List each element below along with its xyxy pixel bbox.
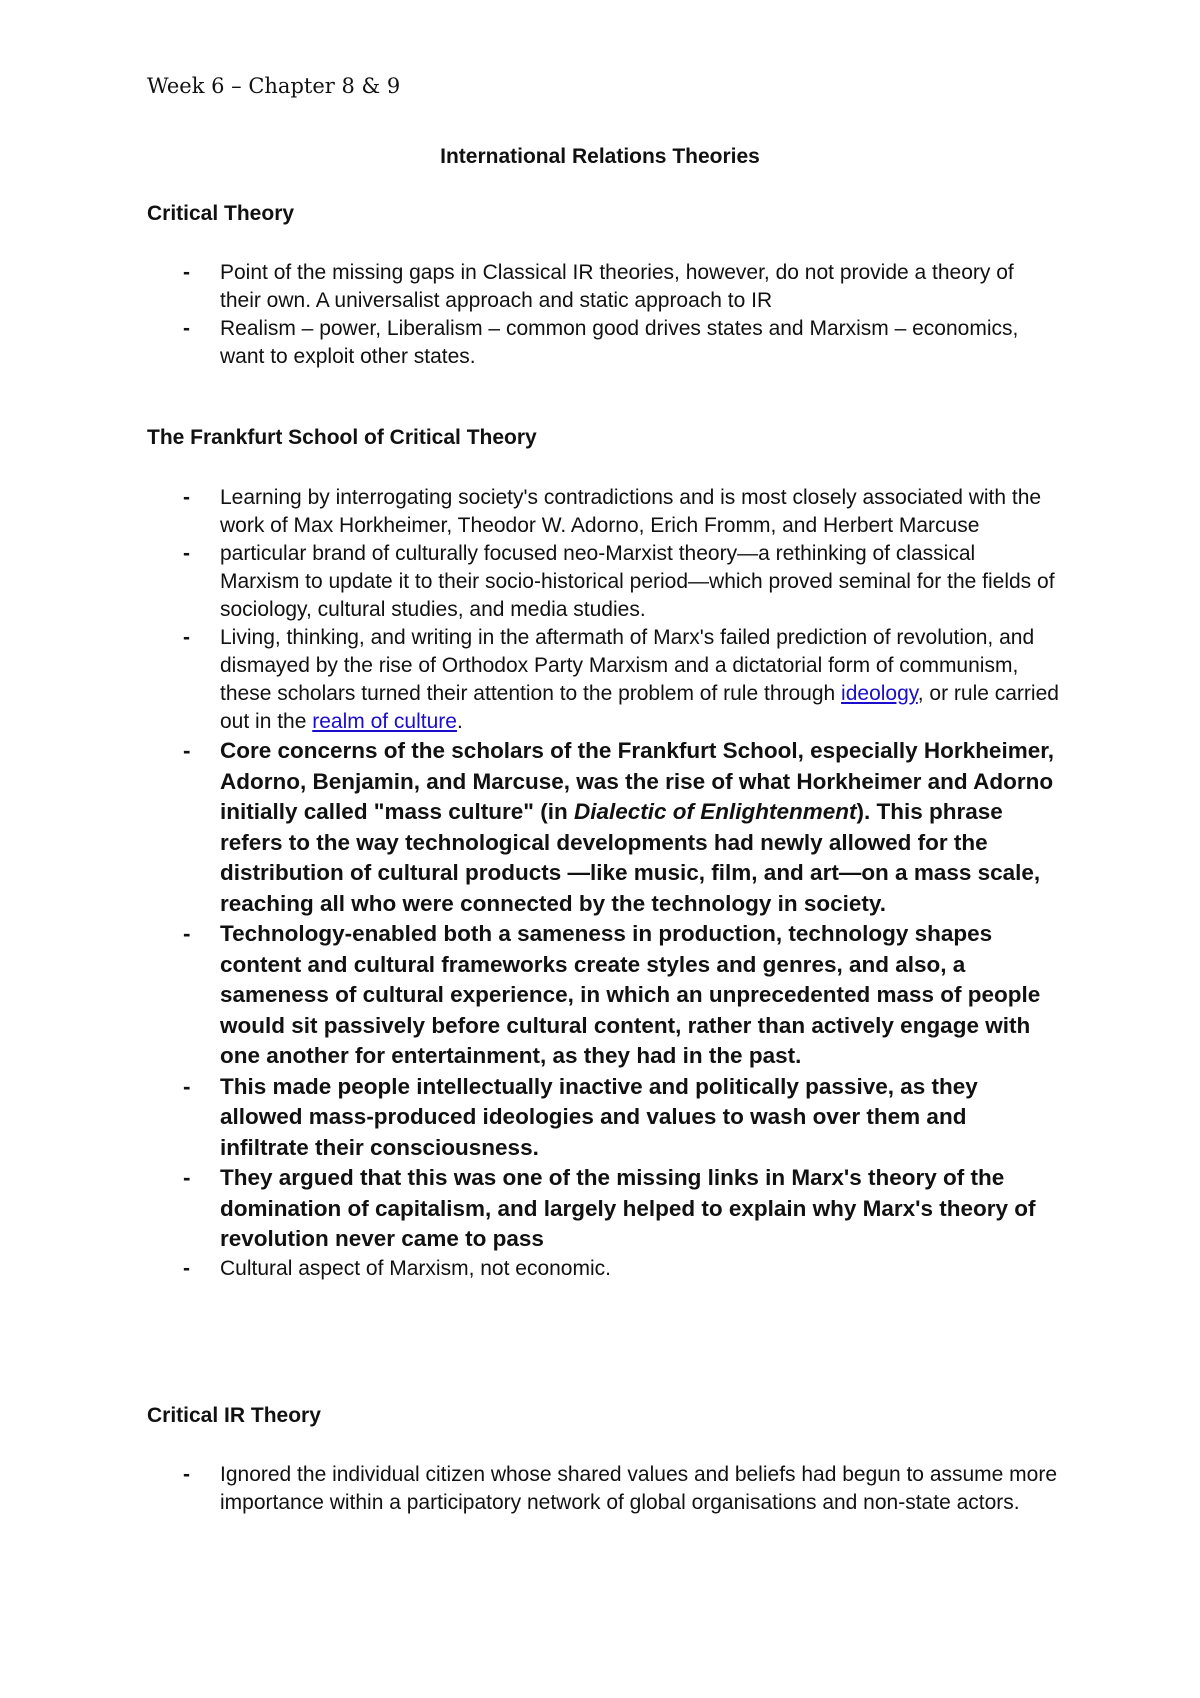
- bullet-text-b: ). This phrase refers to the way technological developments had newly allowed for the distribution of cultural products —like music, film, and art—on a mass scale, reaching all who were connected by the technology in society.: [220, 799, 1041, 916]
- bullet-text: They argued that this was one of the missing links in Marx's theory of the domination of capitalism, and largely helped to explain why Marx's theory of revolution never came to pass: [220, 1165, 1036, 1251]
- bullet-text: Learning by interrogating society's contradictions and is most closely associated with the work of Max Horkheimer, Theodor W. Adorno, Erich Fromm, and Herbert Marcuse: [220, 486, 1042, 537]
- bullet-marker: -: [183, 738, 191, 763]
- bullet-marker: -: [183, 1165, 191, 1190]
- bullet-text-c: .: [456, 710, 463, 733]
- ideology-link[interactable]: ideology: [841, 682, 918, 705]
- bullet-text: Cultural aspect of Marxism, not economic.: [220, 1256, 611, 1280]
- heading-critical-theory: Critical Theory: [147, 202, 295, 225]
- bullet-marker: -: [183, 317, 190, 340]
- bullet-text: Technology-enabled both a sameness in production, technology shapes content and cultural frameworks create styles and genres, and also, a sameness of cultural experience, in which an unprecedented mass of people would sit passively before cultural content, rather than actively engage with one another for entertainment, as they had in the past.: [220, 921, 1041, 1068]
- bullet-text: This made people intellectually inactive and politically passive, as they allowed mass-produced ideologies and values to wash over them and infiltrate their consciousness.: [220, 1073, 978, 1160]
- bullet-marker: -: [183, 542, 190, 565]
- list-item: [0, 1255, 1200, 1283]
- bullet-text: particular brand of culturally focused neo-Marxist theory—a rethinking of classical Marxism to update it to their socio-historical period—which proved seminal for the fields of sociology, cultural studies, and media studies.: [220, 542, 1055, 621]
- list-item: [0, 259, 1200, 315]
- document-title: International Relations Theories: [440, 145, 760, 168]
- bullet-marker: -: [183, 626, 190, 649]
- book-title: Dialectic of Enlightenment: [573, 799, 857, 824]
- list-frankfurt-school: [0, 484, 1200, 1283]
- list-item: [0, 540, 1200, 624]
- list-item: [0, 736, 1200, 919]
- heading-frankfurt-school: The Frankfurt School of Critical Theory: [147, 426, 537, 449]
- bullet-text: Realism – power, Liberalism – common good drives states and Marxism – economics, want to exploit other states.: [220, 317, 1019, 368]
- list-critical-theory: [0, 259, 1200, 371]
- bullet-marker: -: [183, 1463, 190, 1486]
- list-item: [0, 1461, 1200, 1517]
- bullet-marker: -: [183, 1073, 191, 1099]
- bullet-text: Point of the missing gaps in Classical IR theories, however, do not provide a theory of their own. A universalist approach and static approach to IR: [220, 261, 1014, 312]
- bullet-marker: -: [183, 261, 190, 284]
- list-item: [0, 484, 1200, 540]
- heading-critical-ir-theory: Critical IR Theory: [147, 1404, 321, 1427]
- list-item: [0, 624, 1200, 736]
- bullet-text-b: , or rule carried out in the: [220, 682, 1059, 733]
- bullet-marker: -: [183, 1256, 190, 1280]
- list-item: [0, 1163, 1200, 1255]
- list-item: [0, 919, 1200, 1072]
- list-critical-ir-theory: [0, 1461, 1200, 1517]
- realm-of-culture-link[interactable]: realm of culture: [312, 710, 457, 733]
- bullet-text-a: Core concerns of the scholars of the Frankfurt School, especially Horkheimer, Adorno, Benjamin, and Marcuse, was the rise of what Horkheimer and Adorno initially called "mass culture" (in: [220, 738, 1054, 824]
- list-item: [0, 1072, 1200, 1164]
- bullet-text-a: Living, thinking, and writing in the aftermath of Marx's failed prediction of revolution, and dismayed by the rise of Orthodox Party Marxism and a dictatorial form of communism, these scholars turned their attention to the problem of rule through: [220, 626, 1035, 705]
- bullet-marker: -: [183, 486, 190, 509]
- bullet-marker: -: [183, 921, 191, 946]
- list-item: [0, 315, 1200, 371]
- bullet-text: Ignored the individual citizen whose shared values and beliefs had begun to assume more importance within a participatory network of global organisations and non-state actors.: [220, 1463, 1058, 1514]
- week-header: Week 6 – Chapter 8 & 9: [147, 74, 401, 98]
